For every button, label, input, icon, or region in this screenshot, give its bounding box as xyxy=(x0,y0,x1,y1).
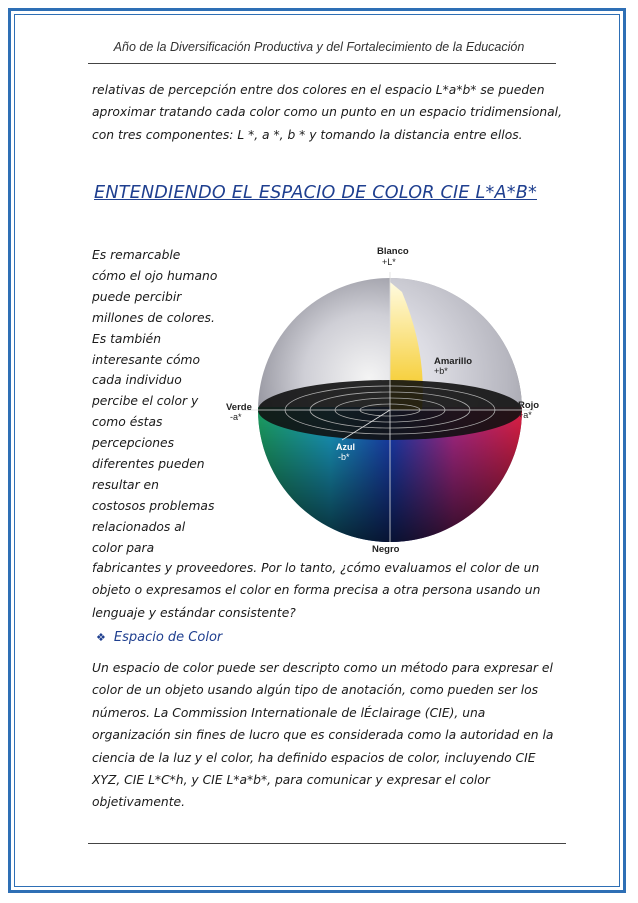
label-minus-a: -a* xyxy=(230,412,242,422)
section-heading: ENTENDIENDO EL ESPACIO DE COLOR CIE L*A*B* xyxy=(94,183,537,203)
float-text-line: Es remarcable xyxy=(92,248,181,262)
lab-sphere-illustration xyxy=(222,242,552,557)
float-text-line: relacionados al xyxy=(92,519,186,534)
float-text-line: como éstas xyxy=(92,415,163,430)
float-text-line: interesante cómo xyxy=(92,352,201,367)
label-blanco: Blanco xyxy=(377,246,409,257)
label-minus-b: -b* xyxy=(338,452,350,462)
intro-paragraph: relativas de percepción entre dos colores en el espacio L*a*b* se pueden aproximar tratando cada color como un punto en un espacio tridimensional, con tres componentes: L *, a *, b * y tomando la distancia entre ellos. xyxy=(92,83,563,142)
label-rojo: Rojo xyxy=(518,400,540,411)
float-text-line: cada individuo xyxy=(92,373,182,388)
label-plus-b: +b* xyxy=(434,366,448,376)
float-text-line: millones de colores. xyxy=(92,310,215,325)
float-text-line: Es también xyxy=(92,331,162,346)
running-header: Año de la Diversificación Productiva y del Fortalecimiento de la Educación xyxy=(113,40,525,54)
diamond-bullet-icon: ❖ xyxy=(96,631,106,644)
continuation-paragraph: fabricantes y proveedores. Por lo tanto, ¿cómo evaluamos el color de un objeto o expresamos el color en forma precisa a otra persona usando un lenguaje y estándar consistente? xyxy=(92,561,541,620)
float-text xyxy=(92,245,222,559)
label-negro: Negro xyxy=(372,544,400,555)
float-text-line: diferentes pueden xyxy=(92,457,205,472)
float-text-line: resultar en xyxy=(92,477,159,492)
float-text-line: costosos problemas xyxy=(92,498,215,513)
label-plus-a: +a* xyxy=(518,410,532,420)
label-plus-l: +L* xyxy=(382,257,396,267)
label-verde: Verde xyxy=(226,402,252,413)
body-paragraph: Un espacio de color puede ser descripto como un método para expresar el color de un objeto usando algún tipo de anotación, como pueden ser los números. La Commission Internationale de lÉclairage (CIE), una organización sin fines de lucro que es considerada como la autoridad en la ciencia de la luz y el color, ha definido espacios de color, incluyendo CIE XYZ, CIE L*C*h, y CIE L*a*b*, para comunicar y expresar el color objetivamente. xyxy=(92,661,554,810)
float-text-line: puede percibir xyxy=(92,289,182,304)
lab-color-sphere-figure xyxy=(222,242,552,557)
subheading-text: Espacio de Color xyxy=(113,630,223,645)
subheading-espacio-de-color xyxy=(96,630,222,645)
float-text-line: percibe el color y xyxy=(92,394,199,409)
footer-rule xyxy=(88,843,566,844)
float-text-line: color para xyxy=(92,540,155,555)
label-azul: Azul xyxy=(336,442,355,452)
float-text-line: cómo el ojo humano xyxy=(92,268,218,283)
label-amarillo: Amarillo xyxy=(434,356,473,367)
header-rule xyxy=(88,63,556,64)
float-text-line: percepciones xyxy=(92,436,175,451)
